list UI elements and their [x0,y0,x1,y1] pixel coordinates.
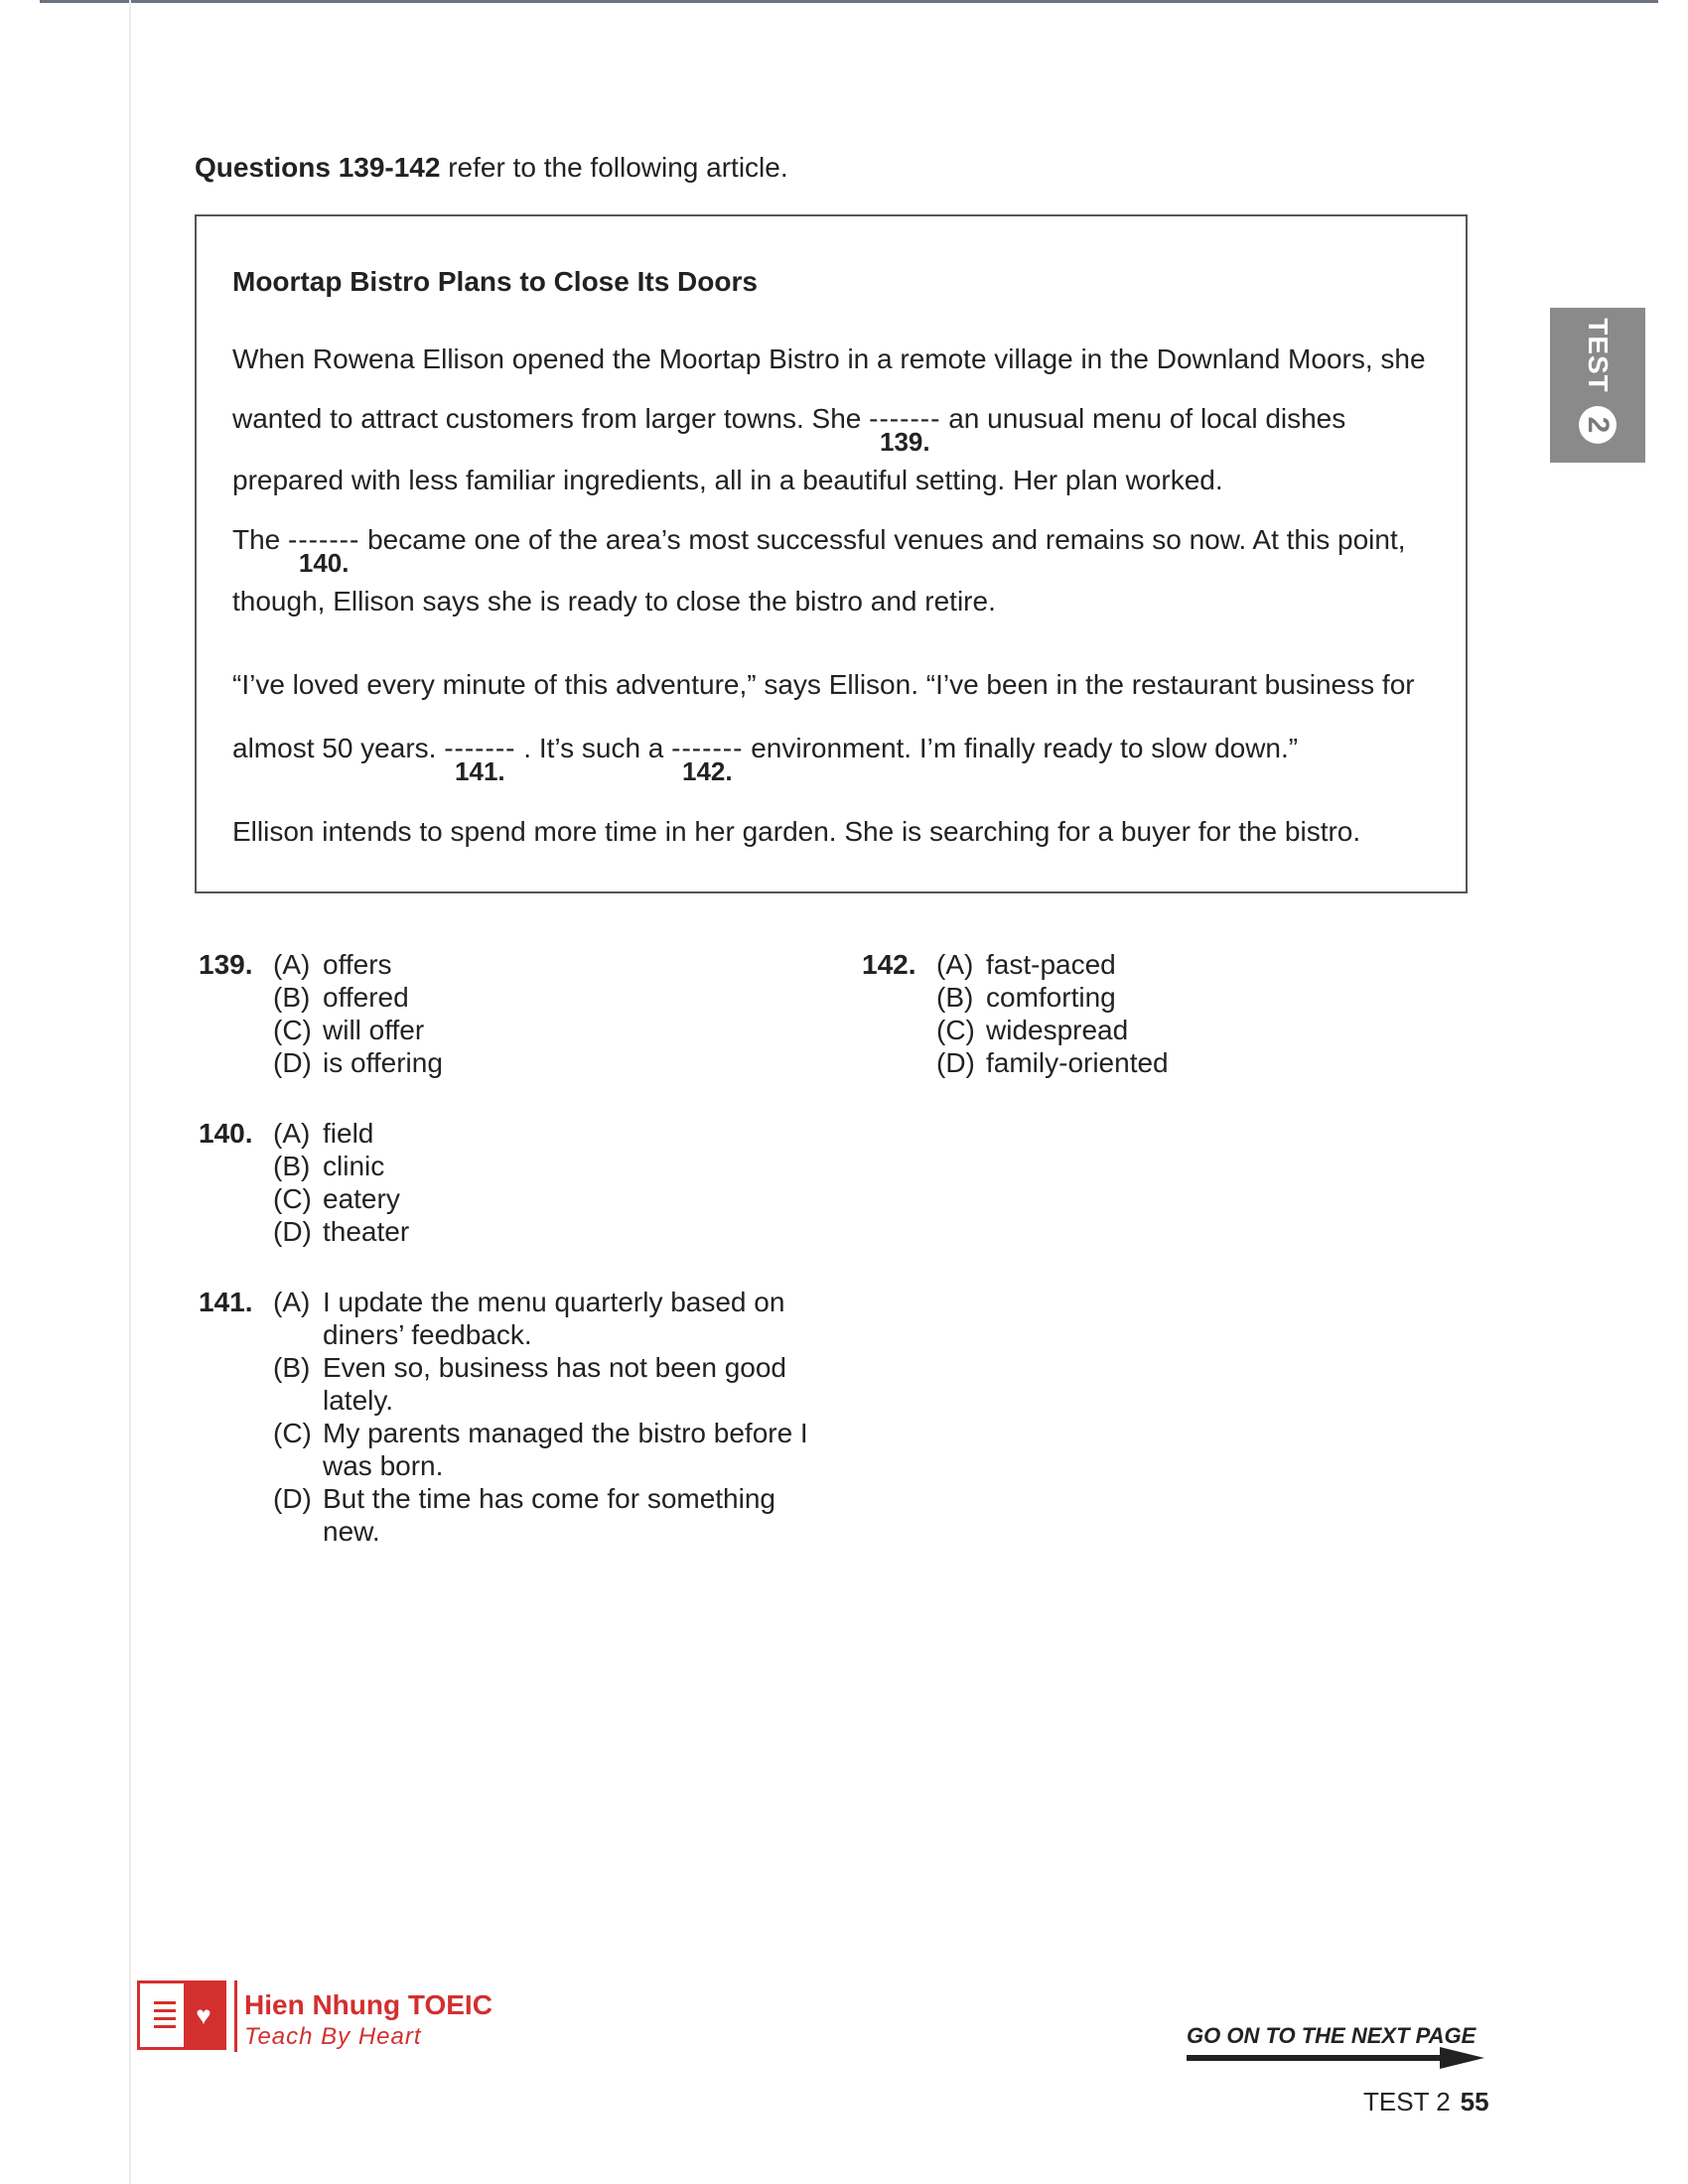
page-edge [129,0,131,2184]
question-number: 139. [199,949,253,980]
top-rule [40,0,1658,3]
blank-number: 139. [879,427,930,457]
logo-divider [234,1980,237,2052]
blank-140[interactable] [288,524,360,578]
arrow-right-icon [1187,2047,1484,2069]
questions-range: Questions 139-142 [195,152,441,183]
next-page-label: GO ON TO THE NEXT PAGE [1187,2023,1477,2048]
option-label: (A) [936,949,974,980]
option-c[interactable] [199,1417,808,1482]
option-b[interactable] [862,981,1169,1014]
option-label: (A) [273,949,311,980]
option-d[interactable] [862,1046,1169,1079]
article-line: though, Ellison says she is ready to close the bistro and retire. [232,586,996,616]
option-label: (D) [273,1047,312,1078]
blank-dashes: ------- [288,524,360,555]
question-139 [199,948,443,1079]
option-text: field [323,1118,374,1149]
option-text: offers [323,949,392,980]
blank-number: 142. [681,756,733,786]
article-text: an unusual menu of local dishes [940,403,1346,434]
page-number: 55 [1460,2087,1489,2116]
option-text: will offer [323,1015,425,1045]
side-tab-label: TEST [1583,318,1614,393]
question-number: 140. [199,1118,253,1149]
option-label: (B) [273,1151,311,1181]
option-text: theater [323,1216,410,1247]
article-text: environment. I’m finally ready to slow down.” [743,733,1299,763]
questions-intro [195,152,788,184]
option-c[interactable] [199,1014,443,1046]
option-text: My parents managed the bistro before I [323,1418,808,1448]
article-text: almost 50 years. [232,733,445,763]
option-label: (C) [273,1418,312,1448]
blank-dashes: ------- [444,733,516,763]
article-line [232,524,1406,578]
article-line: Ellison intends to spend more time in her garden. She is searching for a buyer for the bistro. [232,816,1361,847]
test-side-tab [1550,308,1645,463]
article-box [195,214,1468,893]
blank-number: 140. [298,548,350,578]
option-text-continued: new. [323,1516,380,1547]
article-text: The [232,524,289,555]
blank-dashes: ------- [671,733,744,763]
option-text: eatery [323,1183,400,1214]
option-label: (C) [273,1183,312,1214]
option-label: (D) [936,1047,975,1078]
option-text-continued: was born. [323,1450,444,1481]
question-142 [862,948,1169,1079]
book-lines-icon [154,2001,176,2033]
article-line: “I’ve loved every minute of this adventure,” says Ellison. “I’ve been in the restaurant business for [232,669,1415,700]
book-heart-icon [137,1980,226,2050]
page-footer [1363,2087,1489,2117]
option-text-continued: lately. [323,1385,394,1416]
article-line [232,403,1346,457]
option-a[interactable] [199,948,443,981]
article-line: When Rowena Ellison opened the Moortap Bistro in a remote village in the Downland Moors, she [232,343,1426,374]
blank-142[interactable] [671,733,744,786]
blank-number: 141. [455,756,505,786]
option-text: I update the menu quarterly based on [323,1287,785,1317]
question-141 [199,1286,808,1548]
option-d[interactable] [199,1046,443,1079]
option-label: (C) [936,1015,975,1045]
option-label: (B) [273,1352,311,1383]
option-text: Even so, business has not been good [323,1352,787,1383]
side-tab-number: 2 [1579,406,1617,444]
option-c[interactable] [199,1182,409,1215]
blank-141[interactable] [444,733,516,786]
option-label: (A) [273,1287,311,1317]
logo-name: Hien Nhung TOEIC [244,1989,492,2020]
option-a[interactable] [862,948,1169,981]
logo-tagline: Teach By Heart [244,2023,422,2050]
option-text: offered [323,982,409,1013]
blank-dashes: ------- [869,403,941,434]
option-d[interactable] [199,1482,808,1548]
test-label: TEST 2 [1363,2087,1451,2116]
option-label: (D) [273,1483,312,1514]
article-text: wanted to attract customers from larger towns. She [232,403,870,434]
option-text: clinic [323,1151,385,1181]
option-text: widespread [986,1015,1129,1045]
option-b[interactable] [199,1351,808,1417]
blank-139[interactable] [869,403,941,457]
article-line [232,733,1299,786]
option-text: comforting [986,982,1116,1013]
option-text: family-oriented [986,1047,1169,1078]
article-line: prepared with less familiar ingredients, all in a beautiful setting. Her plan worked. [232,465,1223,495]
option-text: fast-paced [986,949,1116,980]
heart-icon: ♥ [184,1983,223,2047]
option-text-continued: diners’ feedback. [323,1319,532,1350]
option-label: (B) [273,982,311,1013]
article-text: became one of the area’s most successful venues and remains so now. At this point, [359,524,1406,555]
intro-text: refer to the following article. [440,152,788,183]
option-b[interactable] [199,981,443,1014]
option-c[interactable] [862,1014,1169,1046]
option-d[interactable] [199,1215,409,1248]
article-title: Moortap Bistro Plans to Close Its Doors [232,266,758,297]
option-a[interactable] [199,1117,409,1150]
option-b[interactable] [199,1150,409,1182]
option-label: (B) [936,982,974,1013]
question-number: 141. [199,1287,253,1317]
option-text: But the time has come for something [323,1483,775,1514]
option-label: (C) [273,1015,312,1045]
option-label: (D) [273,1216,312,1247]
question-number: 142. [862,949,916,980]
question-140 [199,1117,409,1248]
option-text: is offering [323,1047,443,1078]
option-a[interactable] [199,1286,808,1351]
article-text: . It’s such a [515,733,672,763]
option-label: (A) [273,1118,311,1149]
